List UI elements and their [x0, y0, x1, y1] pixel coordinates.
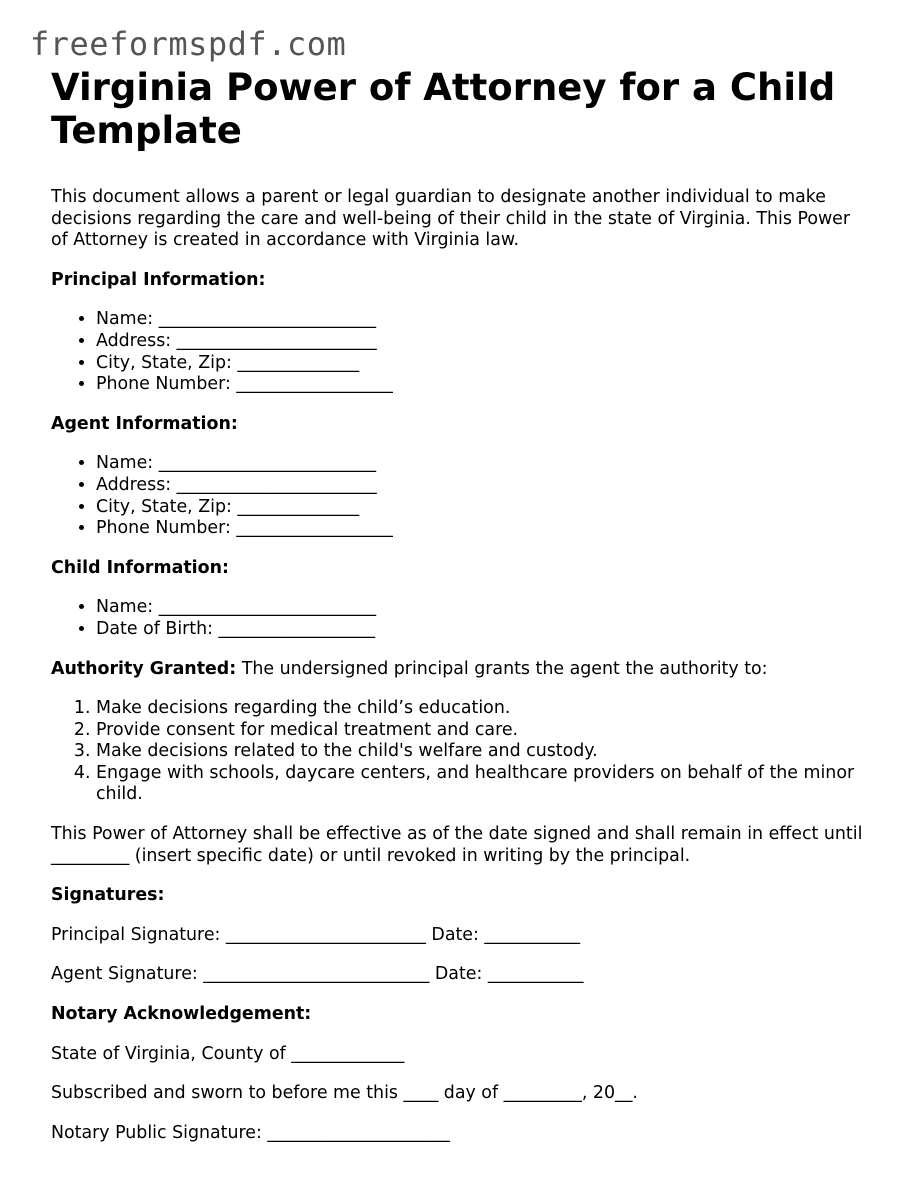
notary-signature-line: Notary Public Signature: _____________________ — [51, 1122, 450, 1143]
authority-text: The undersigned principal grants the agent the authority to: — [236, 658, 768, 679]
authority-list — [51, 698, 871, 806]
principal-address-field: • Address: _______________________ — [96, 331, 871, 353]
agent-name-field: • Name: _________________________ — [96, 453, 871, 475]
intro-paragraph: This document allows a parent or legal guardian to designate another individual to make decisions regarding the care and well-being of their child in the state of Virginia. This Power of Attorney is created in accordance with Virginia law. — [51, 187, 851, 251]
authority-paragraph — [51, 659, 871, 681]
child-name-field: • Name: _________________________ — [96, 597, 871, 619]
principal-phone-field: • Phone Number: __________________ — [96, 374, 871, 396]
effective-paragraph: This Power of Attorney shall be effective as of the date signed and shall remain in effect until _________ (insert specific date) or until revoked in writing by the principal. — [51, 824, 863, 866]
notary-county-line: State of Virginia, County of _____________ — [51, 1043, 405, 1064]
principal-city-field: • City, State, Zip: ______________ — [96, 353, 871, 375]
authority-item: 2. Provide consent for medical treatment and care. — [96, 720, 871, 742]
authority-item: 3. Make decisions related to the child's welfare and custody. — [96, 741, 871, 763]
notary-heading: Notary Acknowledgement: — [51, 1004, 312, 1025]
agent-heading: Agent Information: — [51, 413, 238, 434]
principal-name-field: • Name: _________________________ — [96, 309, 871, 331]
principal-heading: Principal Information: — [51, 269, 266, 290]
watermark: freeformspdf.com — [30, 25, 347, 63]
agent-city-field: • City, State, Zip: ______________ — [96, 497, 871, 519]
authority-heading: Authority Granted: — [51, 658, 237, 679]
child-heading: Child Information: — [51, 557, 229, 578]
child-list — [51, 597, 871, 640]
agent-phone-field: • Phone Number: __________________ — [96, 518, 871, 540]
document-title: Virginia Power of Attorney for a Child Template — [51, 66, 836, 152]
authority-item: 1. Make decisions regarding the child’s education. — [96, 698, 871, 720]
agent-address-field: • Address: _______________________ — [96, 475, 871, 497]
signatures-heading: Signatures: — [51, 885, 165, 906]
principal-list — [51, 309, 871, 395]
agent-signature-line: Agent Signature: __________________________ Date: ___________ — [51, 964, 584, 985]
agent-list — [51, 453, 871, 539]
principal-signature-line: Principal Signature: _______________________ Date: ___________ — [51, 924, 581, 945]
notary-sworn-line: Subscribed and sworn to before me this ____ day of _________, 20__. — [51, 1083, 638, 1104]
document-page — [51, 66, 871, 1144]
authority-item: 4. Engage with schools, daycare centers, and healthcare providers on behalf of the minor child. — [96, 763, 871, 806]
child-dob-field: • Date of Birth: __________________ — [96, 619, 871, 641]
